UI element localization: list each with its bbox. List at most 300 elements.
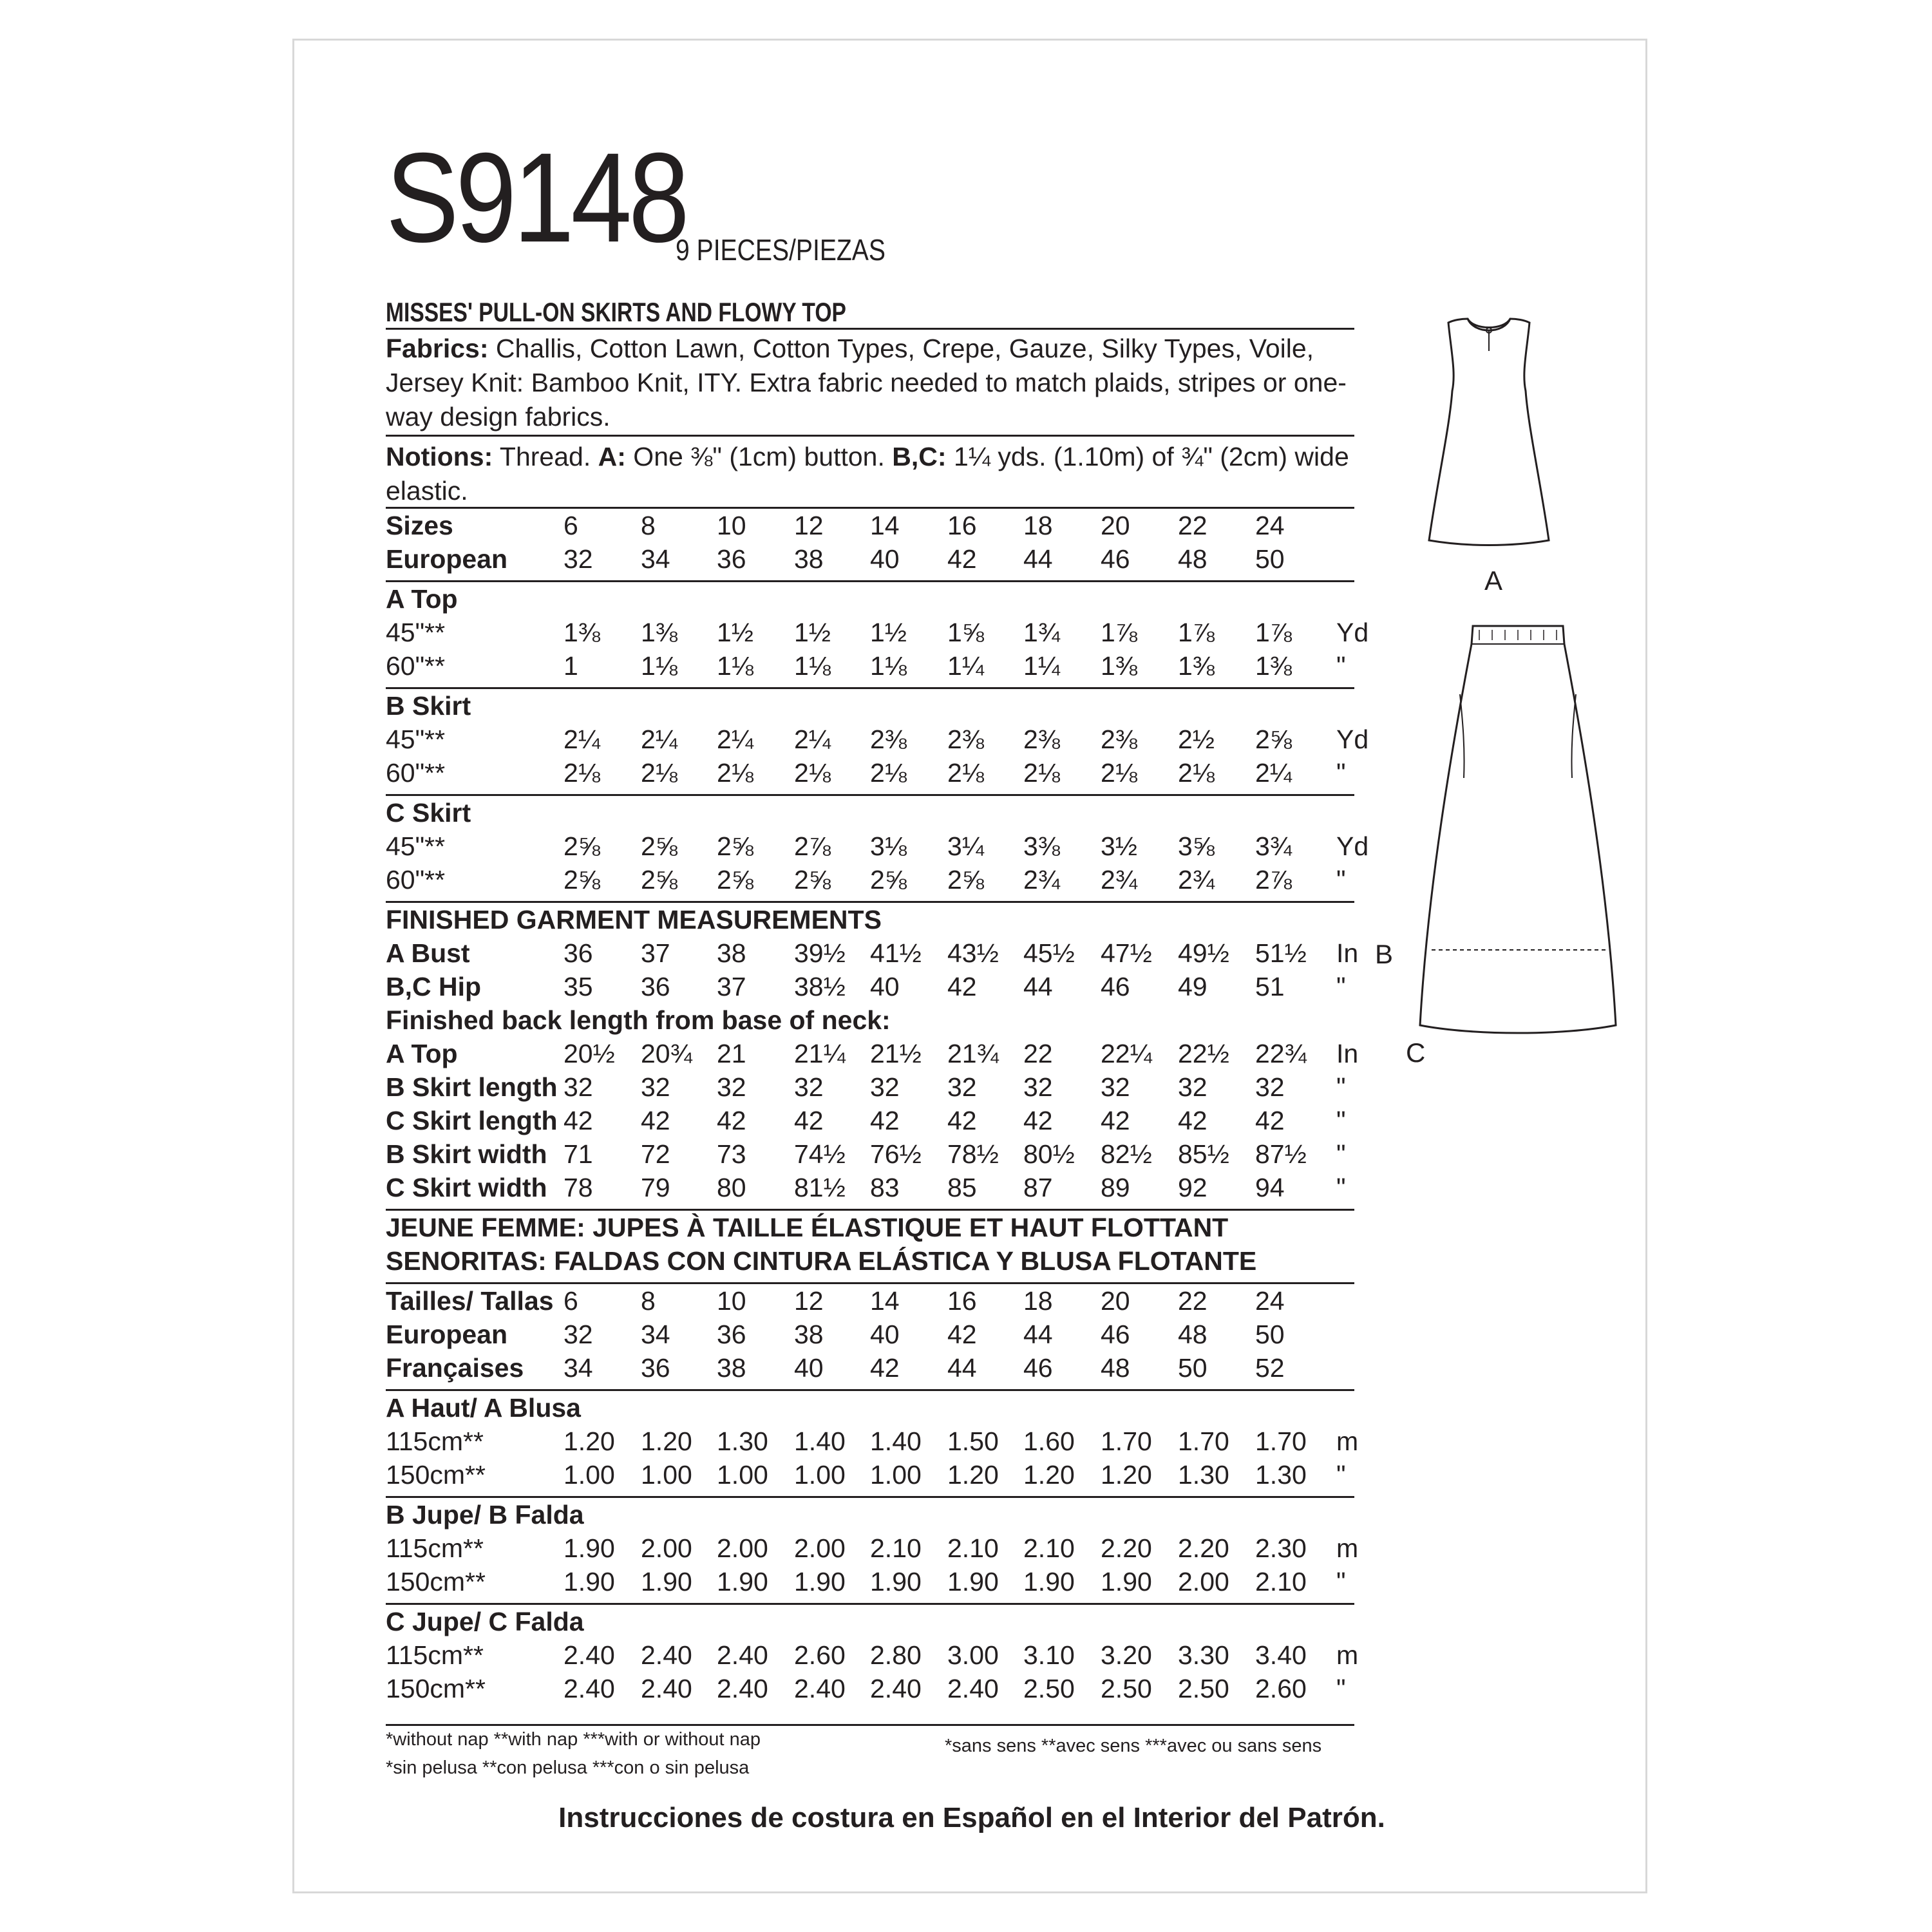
table-cell: 52 bbox=[1255, 1353, 1285, 1383]
table-cell: 2.40 bbox=[870, 1674, 922, 1703]
table-cell: 3.10 bbox=[1023, 1640, 1075, 1670]
table-cell: 2⅛ bbox=[1023, 758, 1060, 788]
unit-cell: " bbox=[1336, 1139, 1346, 1169]
piece-count: 9 PIECES/PIEZAS bbox=[676, 233, 886, 267]
table-cell: 2.60 bbox=[1255, 1674, 1307, 1703]
table-cell: 73 bbox=[717, 1139, 746, 1169]
unit-cell: " bbox=[1336, 1460, 1346, 1490]
table-cell: 22½ bbox=[1178, 1039, 1229, 1068]
table-cell: 36 bbox=[641, 972, 670, 1001]
table-cell: 1.00 bbox=[641, 1460, 692, 1490]
row-label: A Top bbox=[386, 1039, 458, 1068]
table-cell: 1.70 bbox=[1255, 1426, 1307, 1456]
top-illustration bbox=[1415, 311, 1563, 556]
table-cell: 44 bbox=[1023, 1320, 1053, 1349]
table-cell: 1.20 bbox=[641, 1426, 692, 1456]
row-label: 150cm** bbox=[386, 1567, 486, 1596]
unit-cell: In bbox=[1336, 1039, 1359, 1068]
table-cell: 34 bbox=[564, 1353, 593, 1383]
table-cell: 36 bbox=[564, 938, 593, 968]
table-cell: 2.00 bbox=[641, 1533, 692, 1563]
table-cell: 2⅜ bbox=[1023, 724, 1060, 754]
table-cell: 2⅛ bbox=[641, 758, 677, 788]
table-cell: 51½ bbox=[1255, 938, 1307, 968]
table-cell: 42 bbox=[870, 1353, 900, 1383]
table-cell: 49½ bbox=[1178, 938, 1229, 968]
table-cell: 2.10 bbox=[947, 1533, 999, 1563]
table-cell: 43½ bbox=[947, 938, 999, 968]
skirt-illustration bbox=[1415, 617, 1621, 1042]
unit-cell: " bbox=[1336, 865, 1346, 895]
table-cell: 1⅜ bbox=[1178, 651, 1215, 681]
row-label: 60"** bbox=[386, 865, 446, 895]
row-label: 45"** bbox=[386, 618, 446, 647]
table-cell: 47½ bbox=[1101, 938, 1152, 968]
table-cell: 42 bbox=[641, 1106, 670, 1135]
footnote-spanish: *sin pelusa **con pelusa ***con o sin pelusa bbox=[386, 1757, 750, 1778]
table-cell: 46 bbox=[1101, 1320, 1130, 1349]
table-cell: 1.00 bbox=[564, 1460, 615, 1490]
pattern-number: S9148 bbox=[386, 126, 687, 269]
table-cell: 32 bbox=[947, 1072, 977, 1102]
divider bbox=[386, 1496, 1354, 1498]
table-cell: 2⅛ bbox=[717, 758, 753, 788]
table-cell: 3⅝ bbox=[1178, 831, 1215, 861]
table-cell: 42 bbox=[1178, 1106, 1208, 1135]
table-cell: 16 bbox=[947, 1286, 977, 1316]
table-cell: 1⅝ bbox=[947, 618, 984, 647]
table-cell: 2⅝ bbox=[717, 865, 753, 895]
table-cell: 42 bbox=[794, 1106, 824, 1135]
table-cell: 42 bbox=[1023, 1106, 1053, 1135]
row-label: European bbox=[386, 544, 508, 574]
table-cell: 1⅜ bbox=[1255, 651, 1292, 681]
table-cell: 36 bbox=[717, 1320, 746, 1349]
notions-a-label: A: bbox=[598, 442, 626, 471]
table-cell: 1⅞ bbox=[1178, 618, 1215, 647]
table-cell: 24 bbox=[1255, 1286, 1285, 1316]
table-cell: 1.70 bbox=[1101, 1426, 1152, 1456]
table-cell: 49 bbox=[1178, 972, 1208, 1001]
table-cell: 2.20 bbox=[1178, 1533, 1229, 1563]
table-cell: 2⅞ bbox=[1255, 865, 1292, 895]
unit-cell: m bbox=[1336, 1640, 1359, 1670]
table-cell: 2.80 bbox=[870, 1640, 922, 1670]
table-cell: 3.30 bbox=[1178, 1640, 1229, 1670]
table-cell: 2⅛ bbox=[564, 758, 600, 788]
table-cell: 1½ bbox=[870, 618, 907, 647]
unit-cell: " bbox=[1336, 1674, 1346, 1703]
table-cell: 1.40 bbox=[794, 1426, 846, 1456]
table-cell: 20½ bbox=[564, 1039, 615, 1068]
table-cell: 2⅜ bbox=[947, 724, 984, 754]
table-cell: 2⅝ bbox=[947, 865, 984, 895]
table-cell: 2.10 bbox=[870, 1533, 922, 1563]
table-cell: 32 bbox=[1023, 1072, 1053, 1102]
divider bbox=[386, 687, 1354, 689]
table-cell: 48 bbox=[1101, 1353, 1130, 1383]
unit-cell: " bbox=[1336, 1106, 1346, 1135]
unit-cell: " bbox=[1336, 758, 1346, 788]
table-cell: 1⅛ bbox=[717, 651, 753, 681]
table-cell: 41½ bbox=[870, 938, 922, 968]
table-cell: 2.40 bbox=[947, 1674, 999, 1703]
table-cell: 1⅞ bbox=[1255, 618, 1292, 647]
row-label: 115cm** bbox=[386, 1426, 484, 1456]
table-cell: 1½ bbox=[717, 618, 753, 647]
table-cell: 2.60 bbox=[794, 1640, 846, 1670]
table-cell: 1⅛ bbox=[641, 651, 677, 681]
divider bbox=[386, 580, 1354, 582]
notions-text-1: Thread. bbox=[499, 442, 591, 471]
table-cell: 1½ bbox=[794, 618, 831, 647]
table-cell: 2¼ bbox=[794, 724, 831, 754]
table-cell: 40 bbox=[870, 1320, 900, 1349]
row-label: B,C Hip bbox=[386, 972, 482, 1001]
row-label: SENORITAS: FALDAS CON CINTURA ELÁSTICA Y BLUSA FLOTANTE bbox=[386, 1246, 1257, 1276]
row-label: FINISHED GARMENT MEASUREMENTS bbox=[386, 905, 882, 934]
table-cell: 3½ bbox=[1101, 831, 1137, 861]
table-cell: 40 bbox=[870, 972, 900, 1001]
table-cell: 2.10 bbox=[1255, 1567, 1307, 1596]
table-cell: 1¼ bbox=[1023, 651, 1060, 681]
divider bbox=[386, 1603, 1354, 1605]
table-cell: 42 bbox=[947, 544, 977, 574]
table-cell: 21½ bbox=[870, 1039, 922, 1068]
table-cell: 48 bbox=[1178, 544, 1208, 574]
table-cell: 74½ bbox=[794, 1139, 846, 1169]
table-cell: 79 bbox=[641, 1173, 670, 1202]
row-label: 45"** bbox=[386, 724, 446, 754]
footnote-french: *sans sens **avec sens ***avec ou sans sens bbox=[945, 1736, 1322, 1756]
table-cell: 81½ bbox=[794, 1173, 846, 1202]
table-cell: 2.40 bbox=[717, 1640, 768, 1670]
notions-text-2: One ⅜" (1cm) button. bbox=[633, 442, 885, 471]
table-cell: 1.30 bbox=[1178, 1460, 1229, 1490]
row-label: European bbox=[386, 1320, 508, 1349]
divider bbox=[386, 1209, 1354, 1211]
row-label: B Skirt length bbox=[386, 1072, 558, 1102]
table-cell: 22 bbox=[1178, 1286, 1208, 1316]
table-cell: 2⅞ bbox=[794, 831, 831, 861]
table-cell: 2.40 bbox=[564, 1640, 615, 1670]
table-cell: 42 bbox=[947, 1320, 977, 1349]
table-cell: 1.90 bbox=[1023, 1567, 1075, 1596]
table-cell: 2⅝ bbox=[564, 865, 600, 895]
table-cell: 1.90 bbox=[564, 1567, 615, 1596]
table-cell: 2⅛ bbox=[870, 758, 907, 788]
table-cell: 1.20 bbox=[564, 1426, 615, 1456]
row-label: B Skirt width bbox=[386, 1139, 547, 1169]
table-cell: 3¾ bbox=[1255, 831, 1292, 861]
table-cell: 2⅜ bbox=[1101, 724, 1137, 754]
figure-label-b: B bbox=[1375, 939, 1394, 969]
table-cell: 2.40 bbox=[641, 1640, 692, 1670]
table-cell: 3.00 bbox=[947, 1640, 999, 1670]
table-cell: 87½ bbox=[1255, 1139, 1307, 1169]
table-cell: 37 bbox=[717, 972, 746, 1001]
unit-cell: " bbox=[1336, 651, 1346, 681]
table-cell: 87 bbox=[1023, 1173, 1053, 1202]
row-label: B Skirt bbox=[386, 691, 471, 721]
row-label: 60"** bbox=[386, 651, 446, 681]
table-cell: 46 bbox=[1101, 544, 1130, 574]
table-cell: 38 bbox=[794, 544, 824, 574]
table-cell: 3⅛ bbox=[870, 831, 907, 861]
table-cell: 42 bbox=[947, 972, 977, 1001]
table-cell: 2⅝ bbox=[717, 831, 753, 861]
table-cell: 1.20 bbox=[1101, 1460, 1152, 1490]
table-cell: 80 bbox=[717, 1173, 746, 1202]
row-label: 150cm** bbox=[386, 1460, 486, 1490]
table-cell: 78 bbox=[564, 1173, 593, 1202]
fabrics-label: Fabrics: bbox=[386, 334, 489, 363]
figure-label-c: C bbox=[1406, 1037, 1426, 1068]
table-cell: 82½ bbox=[1101, 1139, 1152, 1169]
table-cell: 1¾ bbox=[1023, 618, 1060, 647]
row-label: C Skirt bbox=[386, 798, 471, 828]
table-cell: 34 bbox=[641, 544, 670, 574]
table-cell: 40 bbox=[870, 544, 900, 574]
table-cell: 21¼ bbox=[794, 1039, 846, 1068]
table-cell: 78½ bbox=[947, 1139, 999, 1169]
row-label: C Jupe/ C Falda bbox=[386, 1607, 584, 1636]
row-label: C Skirt length bbox=[386, 1106, 558, 1135]
table-cell: 2⅛ bbox=[1178, 758, 1215, 788]
table-cell: 32 bbox=[564, 1072, 593, 1102]
table-cell: 1.40 bbox=[870, 1426, 922, 1456]
table-cell: 1.90 bbox=[717, 1567, 768, 1596]
table-cell: 35 bbox=[564, 972, 593, 1001]
divider bbox=[386, 435, 1354, 437]
unit-cell: m bbox=[1336, 1426, 1359, 1456]
table-cell: 71 bbox=[564, 1139, 593, 1169]
table-cell: 2⅝ bbox=[794, 865, 831, 895]
table-cell: 46 bbox=[1023, 1353, 1053, 1383]
table-cell: 32 bbox=[1255, 1072, 1285, 1102]
table-cell: 2⅝ bbox=[641, 831, 677, 861]
table-cell: 24 bbox=[1255, 511, 1285, 540]
table-cell: 3¼ bbox=[947, 831, 984, 861]
table-cell: 2⅝ bbox=[641, 865, 677, 895]
table-cell: 1.70 bbox=[1178, 1426, 1229, 1456]
table-cell: 2.10 bbox=[1023, 1533, 1075, 1563]
table-cell: 42 bbox=[1101, 1106, 1130, 1135]
table-cell: 12 bbox=[794, 511, 824, 540]
table-cell: 2⅛ bbox=[794, 758, 831, 788]
table-cell: 72 bbox=[641, 1139, 670, 1169]
table-cell: 1⅞ bbox=[1101, 618, 1137, 647]
table-cell: 10 bbox=[717, 1286, 746, 1316]
table-cell: 22 bbox=[1023, 1039, 1053, 1068]
table-cell: 51 bbox=[1255, 972, 1285, 1001]
table-cell: 22 bbox=[1178, 511, 1208, 540]
divider bbox=[386, 328, 1354, 330]
row-label: 45"** bbox=[386, 831, 446, 861]
row-label: A Haut/ A Blusa bbox=[386, 1393, 581, 1423]
table-cell: 85 bbox=[947, 1173, 977, 1202]
spanish-instructions-note: Instrucciones de costura en Español en el Interior del Patrón. bbox=[558, 1802, 1385, 1833]
table-cell: 2.00 bbox=[794, 1533, 846, 1563]
table-cell: 44 bbox=[1023, 972, 1053, 1001]
table-cell: 3.40 bbox=[1255, 1640, 1307, 1670]
table-cell: 2.00 bbox=[717, 1533, 768, 1563]
table-cell: 85½ bbox=[1178, 1139, 1229, 1169]
divider bbox=[386, 1389, 1354, 1391]
table-cell: 1.50 bbox=[947, 1426, 999, 1456]
table-cell: 32 bbox=[564, 544, 593, 574]
table-cell: 1.60 bbox=[1023, 1426, 1075, 1456]
table-cell: 38 bbox=[717, 938, 746, 968]
row-label: A Bust bbox=[386, 938, 470, 968]
table-cell: 32 bbox=[794, 1072, 824, 1102]
table-cell: 2¼ bbox=[717, 724, 753, 754]
table-cell: 80½ bbox=[1023, 1139, 1075, 1169]
table-cell: 48 bbox=[1178, 1320, 1208, 1349]
row-label: 60"** bbox=[386, 758, 446, 788]
table-cell: 83 bbox=[870, 1173, 900, 1202]
table-cell: 1.20 bbox=[947, 1460, 999, 1490]
table-cell: 2¾ bbox=[1023, 865, 1060, 895]
table-cell: 44 bbox=[1023, 544, 1053, 574]
table-cell: 42 bbox=[947, 1106, 977, 1135]
table-cell: 2.20 bbox=[1101, 1533, 1152, 1563]
table-cell: 2¼ bbox=[641, 724, 677, 754]
table-cell: 2.40 bbox=[564, 1674, 615, 1703]
table-cell: 32 bbox=[717, 1072, 746, 1102]
table-cell: 2.40 bbox=[717, 1674, 768, 1703]
table-cell: 92 bbox=[1178, 1173, 1208, 1202]
row-label: 115cm** bbox=[386, 1640, 484, 1670]
unit-cell: In bbox=[1336, 938, 1359, 968]
row-label: Tailles/ Tallas bbox=[386, 1286, 554, 1316]
unit-cell: " bbox=[1336, 972, 1346, 1001]
table-cell: 1⅛ bbox=[870, 651, 907, 681]
table-cell: 18 bbox=[1023, 1286, 1053, 1316]
table-cell: 1⅛ bbox=[794, 651, 831, 681]
table-cell: 14 bbox=[870, 1286, 900, 1316]
notions-bc-label: B,C: bbox=[892, 442, 947, 471]
row-label: Françaises bbox=[386, 1353, 524, 1383]
table-cell: 2.50 bbox=[1101, 1674, 1152, 1703]
table-cell: 1.90 bbox=[947, 1567, 999, 1596]
table-cell: 89 bbox=[1101, 1173, 1130, 1202]
table-cell: 39½ bbox=[794, 938, 846, 968]
table-cell: 1¼ bbox=[947, 651, 984, 681]
table-cell: 42 bbox=[717, 1106, 746, 1135]
table-cell: 21¾ bbox=[947, 1039, 999, 1068]
table-cell: 20 bbox=[1101, 511, 1130, 540]
table-cell: 1.90 bbox=[564, 1533, 615, 1563]
table-cell: 6 bbox=[564, 1286, 578, 1316]
unit-cell: Yd bbox=[1336, 724, 1369, 754]
table-cell: 34 bbox=[641, 1320, 670, 1349]
row-label: Sizes bbox=[386, 511, 453, 540]
table-cell: 37 bbox=[641, 938, 670, 968]
table-cell: 1.90 bbox=[1101, 1567, 1152, 1596]
table-cell: 14 bbox=[870, 511, 900, 540]
divider bbox=[386, 901, 1354, 903]
table-cell: 2⅛ bbox=[947, 758, 984, 788]
unit-cell: " bbox=[1336, 1072, 1346, 1102]
unit-cell: m bbox=[1336, 1533, 1359, 1563]
table-cell: 12 bbox=[794, 1286, 824, 1316]
row-label: Finished back length from base of neck: bbox=[386, 1005, 891, 1035]
table-cell: 2.30 bbox=[1255, 1533, 1307, 1563]
table-cell: 22¾ bbox=[1255, 1039, 1307, 1068]
pattern-title: MISSES' PULL-ON SKIRTS AND FLOWY TOP bbox=[386, 297, 846, 327]
table-cell: 1⅜ bbox=[564, 618, 600, 647]
divider bbox=[386, 507, 1354, 509]
figure-label-a: A bbox=[1484, 565, 1503, 596]
table-cell: 32 bbox=[564, 1320, 593, 1349]
fabrics-block bbox=[386, 332, 1354, 434]
table-cell: 42 bbox=[564, 1106, 593, 1135]
table-cell: 2¾ bbox=[1101, 865, 1137, 895]
table-cell: 44 bbox=[947, 1353, 977, 1383]
table-cell: 76½ bbox=[870, 1139, 922, 1169]
table-cell: 18 bbox=[1023, 511, 1053, 540]
notions-block bbox=[386, 440, 1354, 508]
table-cell: 1⅜ bbox=[1101, 651, 1137, 681]
row-label: B Jupe/ B Falda bbox=[386, 1500, 584, 1530]
unit-cell: " bbox=[1336, 1567, 1346, 1596]
divider bbox=[386, 1724, 1354, 1726]
row-label: C Skirt width bbox=[386, 1173, 547, 1202]
table-cell: 1.20 bbox=[1023, 1460, 1075, 1490]
table-cell: 40 bbox=[794, 1353, 824, 1383]
table-cell: 2¼ bbox=[564, 724, 600, 754]
row-label: A Top bbox=[386, 584, 458, 614]
table-cell: 38 bbox=[717, 1353, 746, 1383]
table-cell: 3.20 bbox=[1101, 1640, 1152, 1670]
table-cell: 6 bbox=[564, 511, 578, 540]
table-cell: 32 bbox=[870, 1072, 900, 1102]
table-cell: 50 bbox=[1255, 1320, 1285, 1349]
table-cell: 16 bbox=[947, 511, 977, 540]
unit-cell: " bbox=[1336, 1173, 1346, 1202]
divider bbox=[386, 1282, 1354, 1284]
table-cell: 20¾ bbox=[641, 1039, 692, 1068]
table-cell: 36 bbox=[717, 544, 746, 574]
table-cell: 50 bbox=[1255, 544, 1285, 574]
table-cell: 2⅝ bbox=[870, 865, 907, 895]
table-cell: 1.90 bbox=[870, 1567, 922, 1596]
table-cell: 20 bbox=[1101, 1286, 1130, 1316]
row-label: JEUNE FEMME: JUPES À TAILLE ÉLASTIQUE ET HAUT FLOTTANT bbox=[386, 1213, 1229, 1242]
table-cell: 10 bbox=[717, 511, 746, 540]
table-cell: 2⅛ bbox=[1101, 758, 1137, 788]
table-cell: 45½ bbox=[1023, 938, 1075, 968]
table-cell: 1⅜ bbox=[641, 618, 677, 647]
table-cell: 1.00 bbox=[794, 1460, 846, 1490]
table-cell: 32 bbox=[641, 1072, 670, 1102]
table-cell: 36 bbox=[641, 1353, 670, 1383]
table-cell: 21 bbox=[717, 1039, 746, 1068]
table-cell: 2⅜ bbox=[870, 724, 907, 754]
table-cell: 8 bbox=[641, 1286, 656, 1316]
table-cell: 2.50 bbox=[1023, 1674, 1075, 1703]
table-cell: 2.40 bbox=[794, 1674, 846, 1703]
table-cell: 22¼ bbox=[1101, 1039, 1152, 1068]
table-cell: 32 bbox=[1178, 1072, 1208, 1102]
notions-label: Notions: bbox=[386, 442, 493, 471]
table-cell: 1.00 bbox=[870, 1460, 922, 1490]
table-cell: 2¼ bbox=[1255, 758, 1292, 788]
table-cell: 38½ bbox=[794, 972, 846, 1001]
pattern-envelope-back bbox=[292, 39, 1647, 1893]
divider bbox=[386, 794, 1354, 796]
